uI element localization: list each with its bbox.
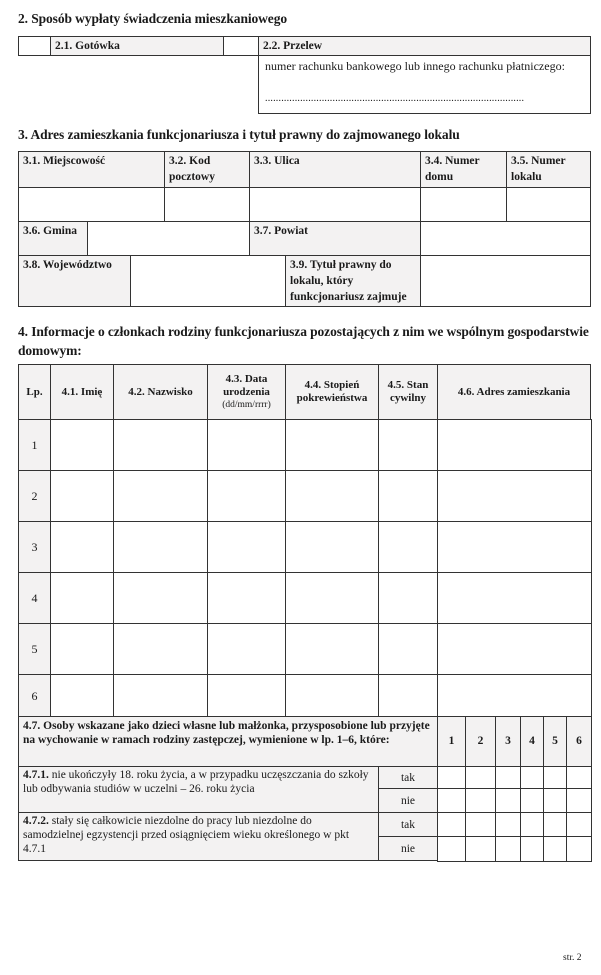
q471-no-person-4-checkbox[interactable] [520, 788, 544, 813]
q471-yes-person-5-checkbox[interactable] [543, 766, 567, 789]
q472-no-person-1-checkbox[interactable] [437, 836, 466, 862]
row-number: 3 [18, 521, 51, 573]
q47-person-number: 5 [543, 716, 567, 767]
q471-text: nie ukończyły 18. roku życia, a w przypadku uczęszczania do szkoły lub odbywania studiów w uczelni – 26. roku życia [23, 769, 369, 795]
q47-person-number: 4 [520, 716, 544, 767]
col-birth-date-header [207, 364, 286, 420]
q47-label: 4.7. Osoby wskazane jako dzieci własne lub małżonka, przysposobione lub przyjęte na wychowanie w ramach rodziny zastępczej, wymienione w lp. 1–6, które: [18, 716, 438, 767]
q47-person-number: 1 [437, 716, 466, 767]
q471-yes-person-3-checkbox[interactable] [495, 766, 521, 789]
flat-number-label: 3.5. Numer lokalu [506, 151, 591, 188]
q471-no-person-6-checkbox[interactable] [566, 788, 592, 813]
birth-date-label: 4.3. Data urodzenia [223, 372, 270, 398]
member-3-marital-field[interactable] [378, 521, 438, 573]
q471-yes-person-6-checkbox[interactable] [566, 766, 592, 789]
member-6-birth-date-field[interactable] [207, 674, 286, 718]
row-number: 5 [18, 623, 51, 675]
page-number: str. 2 [563, 953, 582, 963]
member-6-last-name-field[interactable] [113, 674, 208, 718]
col-first-name-header: 4.1. Imię [50, 364, 114, 420]
member-3-first-name-field[interactable] [50, 521, 114, 573]
member-2-birth-date-field[interactable] [207, 470, 286, 522]
q471-no-person-2-checkbox[interactable] [465, 788, 496, 813]
cash-checkbox[interactable] [18, 36, 51, 56]
member-5-last-name-field[interactable] [113, 623, 208, 675]
cash-label: 2.1. Gotówka [50, 36, 224, 56]
member-2-first-name-field[interactable] [50, 470, 114, 522]
q472-yes-person-6-checkbox[interactable] [566, 812, 592, 837]
member-1-first-name-field[interactable] [50, 419, 114, 471]
q472-number: 4.7.2. [23, 815, 49, 827]
q472-label [18, 812, 379, 861]
account-number-box[interactable] [258, 55, 591, 114]
postal-code-field[interactable] [164, 187, 250, 222]
street-field[interactable] [249, 187, 421, 222]
transfer-checkbox[interactable] [223, 36, 259, 56]
col-address-header: 4.6. Adres zamieszkania [437, 364, 591, 420]
member-1-relation-field[interactable] [285, 419, 379, 471]
legal-title-label: 3.9. Tytuł prawny do lokalu, który funkcjonariusz zajmuje [285, 255, 421, 307]
commune-label: 3.6. Gmina [18, 221, 88, 256]
member-5-first-name-field[interactable] [50, 623, 114, 675]
member-5-address-field[interactable] [437, 623, 592, 675]
q472-text: stały się całkowicie niezdolne do pracy lub niezdolne do samodzielnej egzystencji przed osiągnięciem wieku określonego w pkt 4.7.1 [23, 815, 350, 855]
member-2-relation-field[interactable] [285, 470, 379, 522]
member-5-marital-field[interactable] [378, 623, 438, 675]
q471-yes-person-4-checkbox[interactable] [520, 766, 544, 789]
section-3-title: 3. Adres zamieszkania funkcjonariusza i tytuł prawny do zajmowanego lokalu [18, 127, 460, 142]
q471-yes-person-1-checkbox[interactable] [437, 766, 466, 789]
transfer-label: 2.2. Przelew [258, 36, 591, 56]
q471-no-person-5-checkbox[interactable] [543, 788, 567, 813]
q471-yes-label: tak [378, 766, 438, 789]
member-6-first-name-field[interactable] [50, 674, 114, 718]
voivodeship-label: 3.8. Województwo [18, 255, 131, 307]
postal-code-label: 3.2. Kod pocztowy [164, 151, 250, 188]
q472-yes-person-2-checkbox[interactable] [465, 812, 496, 837]
member-4-address-field[interactable] [437, 572, 592, 624]
member-2-last-name-field[interactable] [113, 470, 208, 522]
legal-title-field[interactable] [420, 255, 591, 307]
row-number: 1 [18, 419, 51, 471]
row-number: 2 [18, 470, 51, 522]
q472-yes-person-1-checkbox[interactable] [437, 812, 466, 837]
q472-yes-label: tak [378, 812, 438, 837]
birth-date-format: (dd/mm/rrrr) [222, 399, 271, 410]
town-field[interactable] [18, 187, 165, 222]
house-number-label: 3.4. Numer domu [420, 151, 507, 188]
member-6-relation-field[interactable] [285, 674, 379, 718]
q472-yes-person-5-checkbox[interactable] [543, 812, 567, 837]
col-relation-header: 4.4. Stopień pokrewieństwa [285, 364, 379, 420]
member-1-marital-field[interactable] [378, 419, 438, 471]
member-1-birth-date-field[interactable] [207, 419, 286, 471]
member-4-first-name-field[interactable] [50, 572, 114, 624]
commune-field[interactable] [87, 221, 250, 256]
q472-yes-person-3-checkbox[interactable] [495, 812, 521, 837]
member-3-birth-date-field[interactable] [207, 521, 286, 573]
q471-number: 4.7.1. [23, 769, 49, 781]
q471-no-person-3-checkbox[interactable] [495, 788, 521, 813]
q471-no-person-1-checkbox[interactable] [437, 788, 466, 813]
q47-person-number: 3 [495, 716, 521, 767]
town-label: 3.1. Miejscowość [18, 151, 165, 188]
county-field[interactable] [420, 221, 591, 256]
member-5-relation-field[interactable] [285, 623, 379, 675]
member-3-address-field[interactable] [437, 521, 592, 573]
member-2-marital-field[interactable] [378, 470, 438, 522]
q472-no-person-4-checkbox[interactable] [520, 836, 544, 862]
q472-no-person-2-checkbox[interactable] [465, 836, 496, 862]
account-prompt: numer rachunku bankowego lub innego rachunku płatniczego: [265, 59, 565, 73]
member-4-relation-field[interactable] [285, 572, 379, 624]
q472-no-person-6-checkbox[interactable] [566, 836, 592, 862]
member-1-last-name-field[interactable] [113, 419, 208, 471]
q471-label [18, 766, 379, 813]
member-1-address-field[interactable] [437, 419, 592, 471]
q47-person-number: 6 [566, 716, 592, 767]
member-3-relation-field[interactable] [285, 521, 379, 573]
row-number: 6 [18, 674, 51, 718]
member-3-last-name-field[interactable] [113, 521, 208, 573]
q471-yes-person-2-checkbox[interactable] [465, 766, 496, 789]
section-4-title: 4. Informacje o członkach rodziny funkcjonariusza pozostających z nim we wspólnym gospodarstwie domowym: [18, 324, 589, 358]
voivodeship-field[interactable] [130, 255, 286, 307]
member-4-birth-date-field[interactable] [207, 572, 286, 624]
county-label: 3.7. Powiat [249, 221, 421, 256]
member-5-birth-date-field[interactable] [207, 623, 286, 675]
street-label: 3.3. Ulica [249, 151, 421, 188]
col-lp-header: Lp. [18, 364, 51, 420]
member-6-marital-field[interactable] [378, 674, 438, 718]
q47-person-number: 2 [465, 716, 496, 767]
row-number: 4 [18, 572, 51, 624]
q472-no-person-3-checkbox[interactable] [495, 836, 521, 862]
member-4-last-name-field[interactable] [113, 572, 208, 624]
member-4-marital-field[interactable] [378, 572, 438, 624]
col-last-name-header: 4.2. Nazwisko [113, 364, 208, 420]
q472-no-person-5-checkbox[interactable] [543, 836, 567, 862]
q471-no-label: nie [378, 788, 438, 813]
flat-number-field[interactable] [506, 187, 591, 222]
q472-no-label: nie [378, 836, 438, 861]
member-6-address-field[interactable] [437, 674, 592, 718]
member-2-address-field[interactable] [437, 470, 592, 522]
house-number-field[interactable] [420, 187, 507, 222]
q472-yes-person-4-checkbox[interactable] [520, 812, 544, 837]
account-number-dotted-line[interactable]: ................................................................................................ [265, 93, 525, 104]
col-marital-header: 4.5. Stan cywilny [378, 364, 438, 420]
section-2-title: 2. Sposób wypłaty świadczenia mieszkaniowego [18, 11, 287, 26]
